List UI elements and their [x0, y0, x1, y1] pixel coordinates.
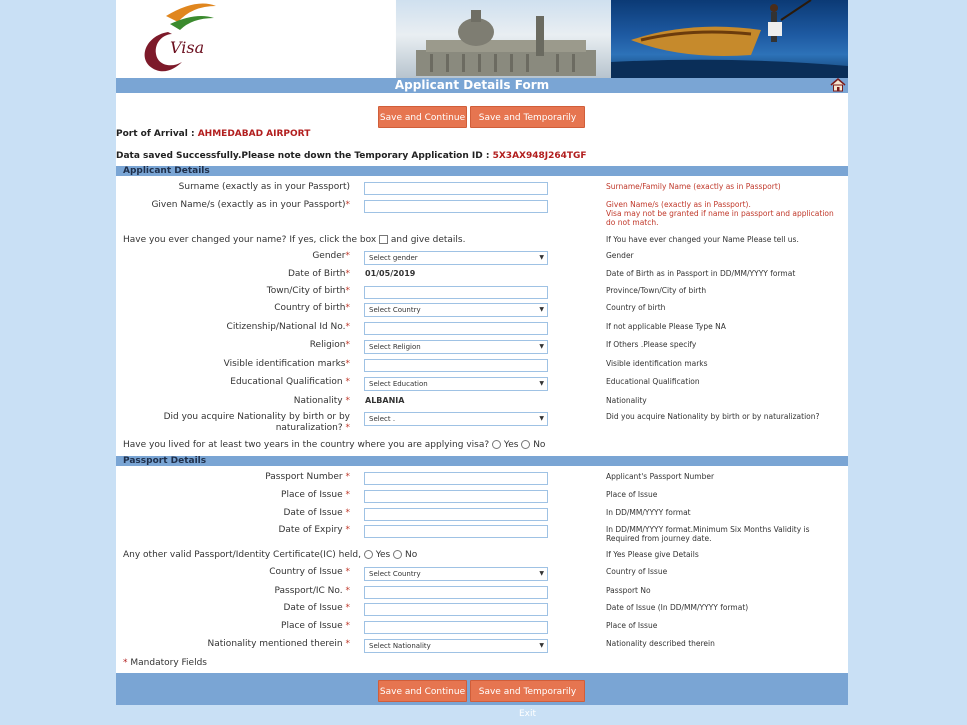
other-no-label: No — [404, 550, 418, 560]
saved-message — [116, 151, 587, 161]
acquire-label-line2: naturalization? — [275, 423, 343, 433]
education-select[interactable] — [364, 377, 548, 391]
changed-name-after: and give details. — [390, 235, 466, 245]
citizenship-input[interactable] — [364, 322, 548, 335]
other-no-radio[interactable] — [393, 550, 402, 559]
acquire-selected: Select . — [369, 415, 396, 423]
passport-number-input[interactable] — [364, 472, 548, 485]
dob-value: 01/05/2019 — [365, 269, 416, 278]
ic-date-issue-input[interactable] — [364, 603, 548, 616]
country-issue-selected: Select Country — [369, 570, 421, 578]
required-marker: * — [345, 359, 350, 369]
save-continue-button-bottom[interactable]: Save and Continue — [378, 680, 467, 702]
section-title: Applicant Details — [123, 166, 210, 176]
given-help-line1: Given Name/s (exactly as in Passport). — [606, 200, 751, 209]
gender-help: Gender — [606, 251, 634, 260]
changed-name-checkbox[interactable] — [379, 235, 388, 244]
required-marker: * — [345, 508, 350, 518]
acquire-label — [164, 412, 350, 434]
other-yes-radio[interactable] — [364, 550, 373, 559]
save-continue-button[interactable]: Save and Continue — [378, 106, 467, 128]
acquire-label-line1: Did you acquire Nationality by birth or by — [163, 412, 350, 422]
ic-date-issue-label-text: Date of Issue — [283, 603, 343, 613]
required-marker: * — [345, 377, 350, 387]
country-birth-label-text: Country of birth — [274, 303, 346, 313]
country-issue-help: Country of Issue — [606, 567, 668, 576]
date-issue-label — [283, 508, 350, 518]
required-marker: * — [345, 490, 350, 500]
citizenship-help: If not applicable Please Type NA — [606, 322, 726, 331]
page-title: Applicant Details Form — [394, 78, 550, 92]
ic-date-issue-label — [283, 603, 350, 613]
nationality-help: Nationality — [606, 396, 647, 405]
home-icon[interactable] — [830, 78, 846, 92]
section-title: Passport Details — [123, 456, 207, 466]
required-marker: * — [345, 472, 350, 482]
required-marker: * — [345, 251, 350, 261]
footer-button-bar — [116, 673, 848, 719]
changed-name-text: Have you ever changed your name? If yes, click the box — [123, 235, 377, 245]
religion-select[interactable] — [364, 340, 548, 354]
nationality-therein-select[interactable] — [364, 639, 548, 653]
chevron-down-icon: ▼ — [539, 380, 544, 387]
nationality-therein-help: Nationality described therein — [606, 639, 715, 648]
logo-text: Visa — [170, 38, 205, 57]
country-birth-selected: Select Country — [369, 306, 421, 314]
town-label — [267, 286, 350, 296]
country-birth-label — [274, 303, 350, 313]
given-help-line2: Visa may not be granted if name in passport and application do not match. — [606, 209, 834, 227]
ic-number-help: Passport No — [606, 586, 651, 595]
town-label-text: Town/City of birth — [266, 286, 346, 296]
dob-help: Date of Birth as in Passport in DD/MM/YYYY format — [606, 269, 796, 278]
ic-place-issue-input[interactable] — [364, 621, 548, 634]
marks-label-text: Visible identification marks — [223, 359, 346, 369]
other-yes-label: Yes — [375, 550, 391, 560]
port-of-arrival — [116, 129, 310, 139]
save-exit-button-bottom[interactable]: Save and Temporarily Exit — [470, 680, 585, 702]
changed-name-help: If You have ever changed your Name Please tell us. — [606, 235, 799, 244]
required-marker: * — [345, 621, 350, 631]
save-exit-button[interactable]: Save and Temporarily Exit — [470, 106, 585, 128]
ic-place-issue-help: Place of Issue — [606, 621, 658, 630]
passport-number-label-text: Passport Number — [265, 472, 343, 482]
lived-yes-label: Yes — [503, 440, 519, 450]
gender-select[interactable] — [364, 251, 548, 265]
banner — [116, 0, 848, 78]
education-label-text: Educational Qualification — [230, 377, 343, 387]
place-issue-help: Place of Issue — [606, 490, 658, 499]
citizenship-label-text: Citizenship/National Id No. — [226, 322, 346, 332]
marks-label — [224, 359, 350, 369]
nationality-value: ALBANIA — [365, 396, 405, 405]
date-issue-input[interactable] — [364, 508, 548, 521]
nationality-therein-selected: Select Nationality — [369, 642, 431, 650]
lived-label — [123, 440, 545, 450]
chevron-down-icon: ▼ — [539, 415, 544, 422]
religion-selected: Select Religion — [369, 343, 421, 351]
country-issue-select[interactable] — [364, 567, 548, 581]
form-title-bar — [116, 78, 848, 93]
given-name-help — [606, 200, 838, 227]
other-passport-help: If Yes Please give Details — [606, 550, 699, 559]
passport-number-help: Applicant's Passport Number — [606, 472, 715, 481]
country-issue-label-text: Country of Issue — [269, 567, 343, 577]
country-issue-label — [269, 567, 350, 577]
nationality-therein-label-text: Nationality mentioned therein — [207, 639, 343, 649]
country-birth-help: Country of birth — [606, 303, 666, 312]
ic-number-label-text: Passport/IC No. — [274, 586, 343, 596]
ic-place-issue-label — [281, 621, 350, 631]
temp-application-id: 5X3AX948J264TGF — [492, 151, 587, 161]
other-passport-label — [123, 550, 417, 560]
nationality-therein-label — [208, 639, 350, 649]
required-marker: * — [345, 303, 350, 313]
education-help: Educational Qualification — [606, 377, 700, 386]
town-input[interactable] — [364, 286, 548, 299]
port-value: AHMEDABAD AIRPORT — [197, 129, 311, 139]
required-marker: * — [345, 567, 350, 577]
required-marker: * — [345, 322, 350, 332]
passport-number-label — [265, 472, 350, 482]
surname-help: Surname/Family Name (exactly as in Passport) — [606, 182, 781, 191]
mandatory-note — [123, 658, 207, 668]
acquire-help: Did you acquire Nationality by birth or by naturalization? — [606, 412, 820, 421]
required-marker: * — [345, 525, 350, 535]
citizenship-label — [227, 322, 350, 332]
ic-number-input[interactable] — [364, 586, 548, 599]
nationality-label — [294, 396, 350, 406]
date-issue-help: In DD/MM/YYYY format — [606, 508, 691, 517]
evisa-logo — [126, 2, 246, 76]
town-help: Province/Town/City of birth — [606, 286, 707, 295]
education-label — [230, 377, 350, 387]
required-marker: * — [345, 200, 350, 210]
required-marker: * — [345, 586, 350, 596]
passport-section-header — [116, 456, 848, 466]
lived-no-radio[interactable] — [521, 440, 530, 449]
nationality-label-text: Nationality — [293, 396, 343, 406]
lived-no-label: No — [533, 440, 546, 450]
other-passport-text: Any other valid Passport/Identity Certificate(IC) held, — [123, 550, 361, 560]
required-marker: * — [345, 269, 350, 279]
required-marker: * — [345, 396, 350, 406]
education-selected: Select Education — [369, 380, 428, 388]
gender-selected: Select gender — [369, 254, 418, 262]
ic-place-issue-label-text: Place of Issue — [281, 621, 343, 631]
religion-help: If Others .Please specify — [606, 340, 697, 349]
gender-label — [312, 251, 350, 261]
applicant-section-header — [116, 166, 848, 176]
saved-text: Data saved Successfully.Please note down the Temporary Application ID : — [116, 151, 490, 161]
given-name-label — [151, 200, 350, 210]
backwater-boat-image — [611, 0, 848, 78]
chevron-down-icon: ▼ — [539, 254, 544, 261]
required-marker: * — [123, 658, 128, 668]
surname-input[interactable] — [364, 182, 548, 195]
gender-label-text: Gender — [312, 251, 346, 261]
chevron-down-icon: ▼ — [539, 306, 544, 313]
dob-label-text: Date of Birth — [287, 269, 346, 279]
required-marker: * — [345, 286, 350, 296]
marks-input[interactable] — [364, 359, 548, 372]
ic-number-label — [274, 586, 350, 596]
required-marker: * — [345, 423, 350, 433]
marks-help: Visible identification marks — [606, 359, 708, 368]
parliament-building-image — [416, 10, 596, 76]
chevron-down-icon: ▼ — [539, 642, 544, 649]
date-expiry-help: In DD/MM/YYYY format.Minimum Six Months Validity is Required from journey date. — [606, 525, 810, 543]
required-marker: * — [345, 603, 350, 613]
place-issue-input[interactable] — [364, 490, 548, 503]
country-birth-select[interactable] — [364, 303, 548, 317]
given-name-input[interactable] — [364, 200, 548, 213]
lived-text: Have you lived for at least two years in the country where you are applying visa? — [123, 440, 490, 450]
page — [116, 0, 848, 719]
lived-yes-radio[interactable] — [492, 440, 501, 449]
ic-date-issue-help: Date of Issue (In DD/MM/YYYY format) — [606, 603, 749, 612]
date-expiry-label-text: Date of Expiry — [278, 525, 343, 535]
changed-name-label — [123, 235, 465, 245]
religion-label-text: Religion — [309, 340, 346, 350]
place-issue-label — [281, 490, 350, 500]
date-expiry-input[interactable] — [364, 525, 548, 538]
date-expiry-label — [278, 525, 350, 535]
date-issue-label-text: Date of Issue — [283, 508, 343, 518]
dob-label — [288, 269, 350, 279]
place-issue-label-text: Place of Issue — [281, 490, 343, 500]
chevron-down-icon: ▼ — [539, 570, 544, 577]
required-marker: * — [345, 639, 350, 649]
port-label: Port of Arrival : — [116, 129, 195, 139]
chevron-down-icon: ▼ — [539, 343, 544, 350]
surname-label: Surname (exactly as in your Passport) — [178, 182, 350, 192]
required-marker: * — [345, 340, 350, 350]
acquire-select[interactable] — [364, 412, 548, 426]
mandatory-text: Mandatory Fields — [130, 658, 207, 668]
given-name-label-text: Given Name/s (exactly as in your Passport) — [151, 200, 346, 210]
religion-label — [310, 340, 350, 350]
